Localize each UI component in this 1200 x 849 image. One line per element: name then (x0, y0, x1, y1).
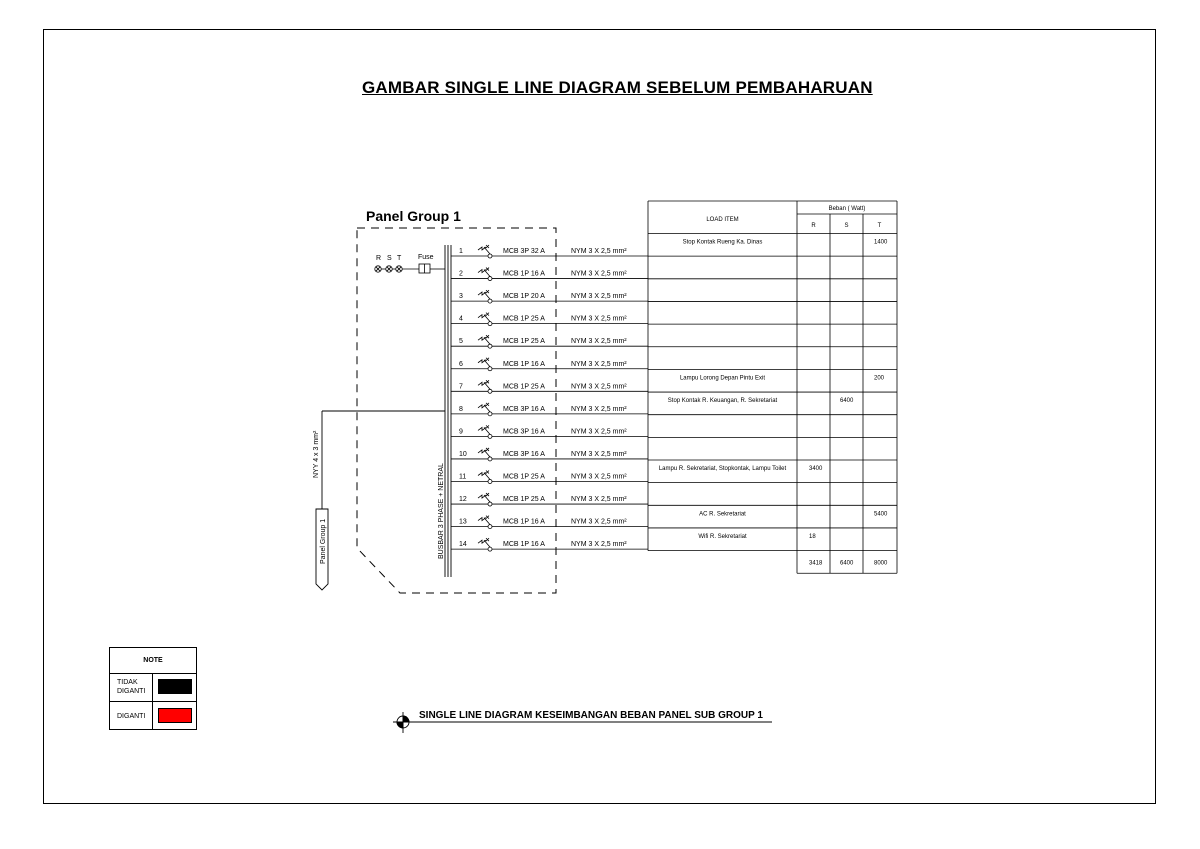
circuit-13 (451, 516, 648, 529)
circuit-number: 14 (459, 541, 467, 549)
mcb-rating: MCB 1P 25 A (503, 315, 545, 323)
mcb-rating: MCB 1P 16 A (503, 541, 545, 549)
circuit-number: 7 (459, 383, 463, 391)
cable-spec: NYM 3 X 2,5 mm² (571, 270, 627, 278)
circuit-number: 4 (459, 315, 463, 323)
circuit-number: 13 (459, 518, 467, 526)
cable-spec: NYM 3 X 2,5 mm² (571, 383, 627, 391)
circuit-number: 10 (459, 450, 467, 458)
circuit-layer (451, 245, 648, 551)
note-label-replaced: DIGANTI (110, 702, 153, 730)
cable-spec: NYM 3 X 2,5 mm² (571, 450, 627, 458)
cable-spec: NYM 3 X 2,5 mm² (571, 360, 627, 368)
mcb-rating: MCB 1P 25 A (503, 496, 545, 504)
drawing-title: GAMBAR SINGLE LINE DIAGRAM SEBELUM PEMBAHARUAN (362, 78, 873, 97)
fuse-label: Fuse (418, 254, 434, 261)
feeder-line (316, 411, 445, 590)
circuit-number: 9 (459, 428, 463, 436)
circuit-2 (451, 268, 648, 281)
cable-spec: NYM 3 X 2,5 mm² (571, 541, 627, 549)
busbar-label: BUSBAR 3 PHASE + NETRAL (438, 463, 445, 559)
mcb-rating: MCB 1P 25 A (503, 473, 545, 481)
fuse-icon (402, 264, 445, 273)
mcb-rating: MCB 1P 25 A (503, 383, 545, 391)
mcb-rating: MCB 1P 16 A (503, 360, 545, 368)
feeder-tag-label: Panel Group 1 (320, 518, 327, 564)
beban-header: Beban ( Watt) (828, 206, 866, 212)
mcb-rating: MCB 1P 20 A (503, 293, 545, 301)
cable-spec: NYM 3 X 2,5 mm² (571, 248, 627, 255)
circuit-number: 11 (459, 473, 467, 481)
circuit-3 (451, 290, 648, 303)
load-item: AC R. Sekretariat (699, 511, 746, 518)
phase-label-t: T (397, 255, 402, 262)
note-swatch-black (158, 679, 192, 694)
circuit-number: 8 (459, 405, 463, 413)
total-r: 3418 (809, 560, 823, 567)
cable-spec: NYM 3 X 2,5 mm² (571, 473, 627, 481)
table-row (698, 534, 816, 540)
phase-label-r: R (376, 255, 382, 262)
pilot-lamp-icons (375, 266, 402, 272)
note-label-not-replaced: TIDAK DIGANTI (110, 673, 153, 701)
circuit-number: 2 (459, 270, 463, 278)
cable-spec: NYM 3 X 2,5 mm² (571, 293, 627, 301)
total-t: 8000 (874, 560, 888, 567)
circuit-4 (451, 313, 648, 326)
feeder-cable-label: NYY 4 x 3 mm² (313, 430, 320, 478)
load-t: 5400 (874, 511, 888, 518)
load-item: Stop Kontak Rueng Ka. Dinas (682, 239, 763, 246)
circuit-7 (451, 380, 648, 393)
circuit-12 (451, 493, 648, 506)
table-row (699, 511, 888, 517)
note-header: NOTE (110, 648, 196, 674)
footer-title: SINGLE LINE DIAGRAM KESEIMBANGAN BEBAN PANEL SUB GROUP 1 (419, 710, 763, 721)
table-row (659, 466, 823, 472)
circuit-number: 12 (459, 496, 467, 504)
cable-spec: NYM 3 X 2,5 mm² (571, 338, 627, 346)
cable-spec: NYM 3 X 2,5 mm² (571, 496, 627, 504)
circuit-5 (451, 335, 648, 348)
circuit-14 (451, 538, 648, 551)
mcb-rating: MCB 3P 16 A (503, 428, 545, 436)
load-t: 200 (874, 375, 885, 382)
table-row (680, 375, 885, 381)
cable-spec: NYM 3 X 2,5 mm² (571, 315, 627, 323)
mcb-rating: MCB 3P 16 A (503, 405, 545, 413)
phase-label-s: S (387, 255, 392, 262)
mcb-rating: MCB 1P 16 A (503, 270, 545, 278)
phase-header-s: S (844, 223, 849, 229)
busbar (445, 245, 451, 577)
cable-spec: NYM 3 X 2,5 mm² (571, 405, 627, 413)
load-table (648, 201, 897, 573)
table-row (668, 398, 854, 404)
table-row (683, 240, 888, 246)
circuit-11 (451, 471, 648, 484)
load-s: 6400 (840, 398, 854, 405)
note-row-not-replaced (110, 673, 196, 702)
circuit-6 (451, 358, 648, 371)
circuit-number: 1 (459, 248, 463, 255)
load-item-header: LOAD ITEM (706, 217, 739, 223)
circuit-1 (451, 245, 648, 258)
cable-spec: NYM 3 X 2,5 mm² (571, 428, 627, 436)
cable-spec: NYM 3 X 2,5 mm² (571, 518, 627, 526)
note-row-replaced (110, 702, 196, 730)
phase-header-r: R (811, 223, 816, 229)
load-r: 3400 (809, 466, 823, 472)
phase-header-t: T (877, 223, 882, 229)
circuit-8 (451, 403, 648, 416)
load-item: Stop Kontak R. Keuangan, R. Sekretariat (667, 398, 778, 405)
circuit-number: 5 (459, 338, 463, 346)
load-t: 1400 (874, 239, 888, 246)
circuit-number: 3 (459, 293, 463, 301)
mcb-rating: MCB 3P 16 A (503, 450, 545, 458)
total-s: 6400 (840, 560, 854, 567)
mcb-rating: MCB 1P 16 A (503, 518, 545, 526)
circuit-10 (451, 448, 648, 461)
mcb-rating: MCB 3P 32 A (503, 248, 545, 255)
mcb-rating: MCB 1P 25 A (503, 338, 545, 346)
circuit-9 (451, 425, 648, 438)
load-item: Lampu R. Sekretariat, Stopkontak, Lampu Toilet (658, 466, 787, 472)
load-item: Lampu Lorong Depan Pintu Exit (679, 375, 766, 382)
load-item: Wifi R. Sekretariat (698, 533, 747, 540)
note-swatch-red (158, 708, 192, 723)
note-legend (109, 647, 197, 730)
circuit-number: 6 (459, 360, 463, 368)
panel-title: Panel Group 1 (366, 208, 461, 224)
load-r: 18 (809, 533, 816, 540)
